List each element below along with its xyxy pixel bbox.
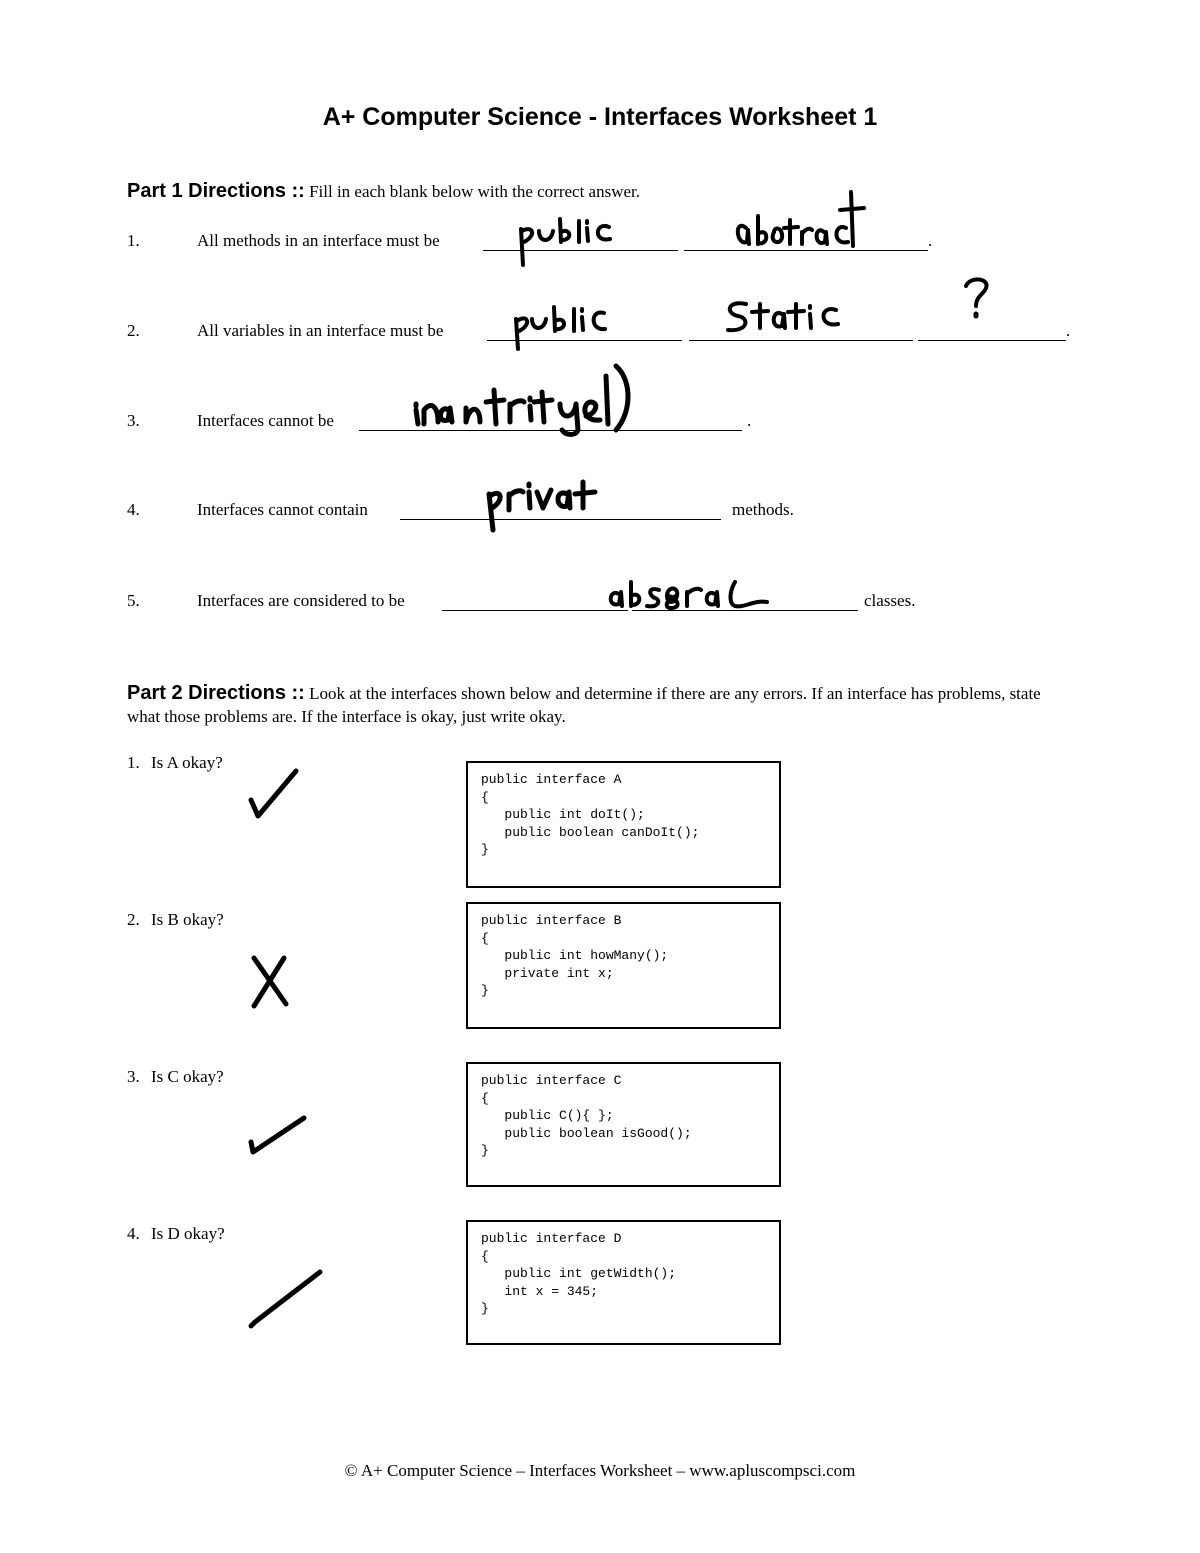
code-box: [466, 1220, 781, 1345]
handwritten-answer: [960, 276, 996, 322]
answer-blank[interactable]: [684, 250, 928, 251]
question-end: .: [747, 411, 752, 430]
question-text: All methods in an interface must be: [197, 231, 440, 250]
part1-text: Fill in each blank below with the correct answer.: [309, 182, 641, 201]
item-question: Is B okay?: [151, 910, 224, 929]
check-mark-icon: [244, 1264, 328, 1336]
question-end: classes.: [864, 591, 916, 610]
question-number: 5.: [127, 591, 140, 610]
question-text: Interfaces are considered to be: [197, 591, 405, 610]
question-end: .: [928, 231, 933, 250]
page-title: A+ Computer Science - Interfaces Worksheet 1: [322, 103, 878, 131]
question-number: 3.: [127, 411, 140, 430]
code-box: [466, 1062, 781, 1187]
code-block: public interface C { public C(){ }; public boolean isGood(); }: [481, 1073, 692, 1158]
question-text: Interfaces cannot contain: [197, 500, 368, 519]
answer-blank[interactable]: [442, 610, 628, 611]
check-mark-icon: [244, 764, 304, 824]
question-number: 1.: [127, 231, 140, 250]
item-question: Is D okay?: [151, 1224, 225, 1243]
check-mark-icon: [244, 1112, 312, 1160]
answer-blank[interactable]: [918, 340, 1066, 341]
item-number: 1.: [127, 753, 140, 772]
question-end: methods.: [732, 500, 794, 519]
question-number: 2.: [127, 321, 140, 340]
code-box: [466, 902, 781, 1029]
handwritten-answer: [483, 478, 598, 536]
x-mark-icon: [246, 950, 296, 1010]
code-block: public interface B { public int howMany(); private int x; }: [481, 913, 669, 998]
handwritten-answer: [410, 360, 635, 438]
handwritten-answer: [605, 578, 773, 612]
footer: © A+ Computer Science – Interfaces Worksheet – www.apluscompsci.com: [344, 1461, 856, 1480]
item-number: 3.: [127, 1067, 140, 1086]
item-number: 2.: [127, 910, 140, 929]
part2-directions: [127, 682, 1077, 728]
handwritten-answer: [512, 303, 612, 353]
handwritten-answer: [724, 298, 844, 338]
part1-label: Part 1 Directions ::: [127, 180, 305, 202]
code-block: public interface D { public int getWidth(); int x = 345; }: [481, 1231, 677, 1316]
handwritten-answer: [730, 188, 865, 250]
handwritten-answer: [515, 215, 615, 271]
code-block: public interface A { public int doIt(); public boolean canDoIt(); }: [481, 772, 700, 857]
question-number: 4.: [127, 500, 140, 519]
answer-blank[interactable]: [689, 340, 913, 341]
item-question: Is A okay?: [151, 753, 223, 772]
question-text: All variables in an interface must be: [197, 321, 444, 340]
part2-text: Look at the interfaces shown below and determine if there are any errors. If an interface has problems, state what those problems are. If the interface is okay, just write okay.: [127, 684, 1041, 726]
question-end: .: [1066, 321, 1071, 340]
item-number: 4.: [127, 1224, 140, 1243]
item-question: Is C okay?: [151, 1067, 224, 1086]
part2-label: Part 2 Directions ::: [127, 682, 305, 704]
code-box: [466, 761, 781, 888]
question-text: Interfaces cannot be: [197, 411, 334, 430]
part1-directions: [127, 180, 640, 203]
